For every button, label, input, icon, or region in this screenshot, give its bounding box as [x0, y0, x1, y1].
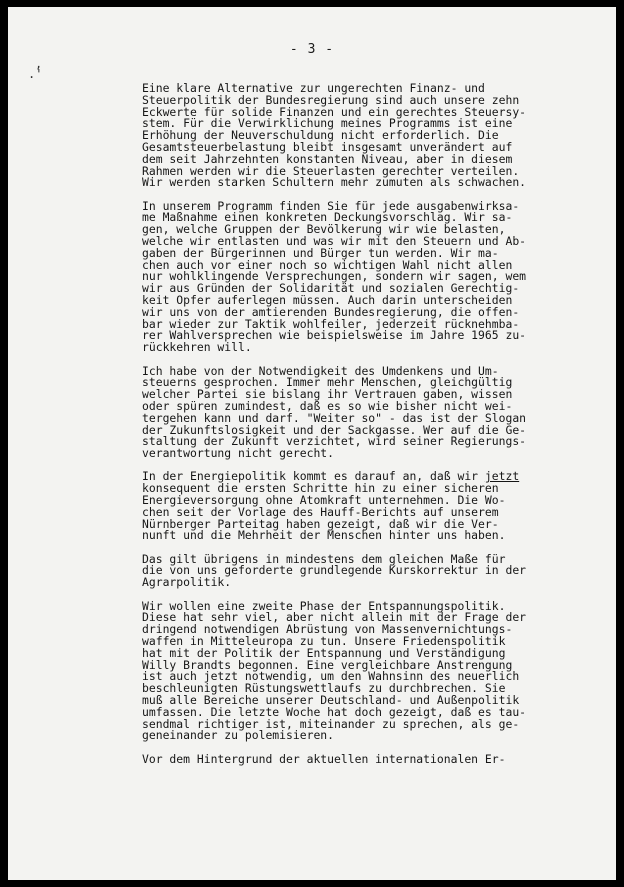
paragraph-finance [142, 83, 552, 189]
text-line: Ich habe von der Notwendigkeit des Umdenkens und Um- [142, 363, 499, 378]
text-line: Steuerpolitik der Bundesregierung sind auch unsere zehn [142, 92, 520, 107]
text-line: rückkehren will. [142, 340, 252, 355]
text-segment: In der Energiepolitik kommt es darauf an, daß wir [142, 469, 485, 484]
text-line: Willy Brandts begonnen. Eine vergleichbare Anstrengung [142, 657, 513, 672]
text-line: waffen in Mitteleuropa zu tun. Unsere Friedenspolitik [142, 633, 506, 648]
text-line: bar wieder zur Taktik wohlfeiler, jederzeit rücknehmba- [142, 316, 520, 331]
paragraph-rethinking [142, 363, 552, 461]
text-line: staltung der Zukunft verzichtet, wird seiner Regierungs- [142, 434, 527, 449]
paragraph-energy [142, 471, 552, 542]
text-line: Rahmen werden wir die Steuerlasten gerechter verteilen. [142, 163, 520, 178]
text-line: tergehen kann und darf. "Weiter so" - das ist der Slogan [142, 410, 527, 425]
text-line: beschleunigten Rüstungswettlaufs zu durchbrechen. Sie [142, 681, 506, 696]
text-line: Vor dem Hintergrund der aktuellen internationalen Er- [142, 751, 506, 766]
text-line: Das gilt übrigens in mindestens dem gleichen Maße für [142, 551, 506, 566]
body-text [142, 83, 552, 777]
text-line: der Zukunftslosigkeit und der Sackgasse. Wer auf die Ge- [142, 422, 527, 437]
text-line: ist auch jetzt notwendig, um den Wahnsinn des neuerlich [142, 669, 520, 684]
text-line: me Maßnahme einen konkreten Deckungsvorschlag. Wir sa- [142, 210, 513, 225]
text-line: muß alle Bereiche unserer Deutschland- und Außenpolitik [142, 692, 520, 707]
text-line: umfassen. Die letzte Woche hat doch gezeigt, daß es tau- [142, 704, 527, 719]
paragraph-detente [142, 598, 552, 743]
text-line: gen, welche Gruppen der Bevölkerung wir wie belasten, [142, 222, 506, 237]
paragraph-program [142, 198, 552, 355]
document-page [8, 7, 616, 880]
text-line: hat mit der Politik der Entspannung und Verständigung [142, 645, 506, 660]
text-line: Wir werden starken Schultern mehr zumuten als schwachen. [142, 175, 527, 190]
text-line: chen auch vor einer noch so wichtigen Wahl nicht allen [142, 257, 513, 272]
text-line: welche wir entlasten und was wir mit den Steuern und Ab- [142, 234, 527, 249]
text-line: In unserem Programm finden Sie für jede ausgabenwirksa- [142, 198, 520, 213]
text-line: sendmal richtiger ist, miteinander zu sprechen, als ge- [142, 716, 520, 731]
text-line: verantwortung nicht gerecht. [142, 446, 335, 461]
text-line: dringend notwendigen Abrüstung von Massenvernichtungs- [142, 622, 513, 637]
text-line: dem seit Jahrzehnten konstanten Niveau, aber in diesem [142, 151, 513, 166]
text-line: Nürnberger Parteitag haben gezeigt, daß wir die Ver- [142, 516, 499, 531]
text-line: Erhöhung der Neuverschuldung nicht erforderlich. Die [142, 128, 499, 143]
text-line: geneinander zu polemisieren. [142, 728, 335, 743]
text-line: nur wohlklingende Versprechungen, sondern wir sagen, wem [142, 269, 527, 284]
text-line: Agrarpolitik. [142, 575, 232, 590]
paragraph-background [142, 751, 552, 766]
text-line: wir uns von der amtierenden Bundesregierung, die offen- [142, 304, 520, 319]
text-line: die von uns geforderte grundlegende Kurskorrektur in der [142, 563, 527, 578]
scan-mark: , [35, 57, 43, 71]
text-line: Eine klare Alternative zur ungerechten Finanz- und [142, 81, 485, 95]
text-line: Energieversorgung ohne Atomkraft unternehmen. Die Wo- [142, 493, 506, 507]
text-line: konsequent die ersten Schritte hin zu einer sicheren [142, 481, 499, 496]
text-line: stem. Für die Verwirklichung meines Programms ist eine [142, 116, 513, 131]
text-line: keit Opfer auferlegen müssen. Auch darin unterscheiden [142, 293, 513, 308]
text-line: wir aus Gründen der Solidarität und sozialen Gerechtig- [142, 281, 520, 296]
text-line: chen seit der Vorlage des Hauff-Berichts auf unserem [142, 504, 499, 519]
text-line: Eckwerte für solide Finanzen und ein gerechtes Steuersy- [142, 104, 527, 119]
text-line: nunft und die Mehrheit der Menschen hinter uns haben. [142, 528, 506, 543]
text-line: rer Wahlversprechen wie beispielsweise im Jahre 1965 zu- [142, 328, 527, 343]
text-line: Diese hat sehr viel, aber nicht allein mit der Frage der [142, 610, 527, 625]
emphasis-underlined: jetzt [484, 469, 520, 484]
text-line: welcher Partei sie bislang ihr Vertrauen gaben, wissen [142, 387, 513, 402]
text-line: Wir wollen eine zweite Phase der Entspannungspolitik. [142, 598, 506, 613]
scan-mark: .' [28, 67, 43, 81]
text-line: gaben der Bürgerinnen und Bürger tun werden. Wir ma- [142, 245, 499, 260]
text-line: steuerns gesprochen. Immer mehr Menschen, gleichgültig [142, 375, 513, 390]
page-number: - 3 - [289, 42, 335, 57]
paragraph-agriculture [142, 551, 552, 590]
text-line: Gesamtsteuerbelastung bleibt insgesamt unverändert auf [142, 139, 513, 154]
text-line: oder spüren zumindest, daß es so wie bisher nicht wei- [142, 398, 513, 413]
